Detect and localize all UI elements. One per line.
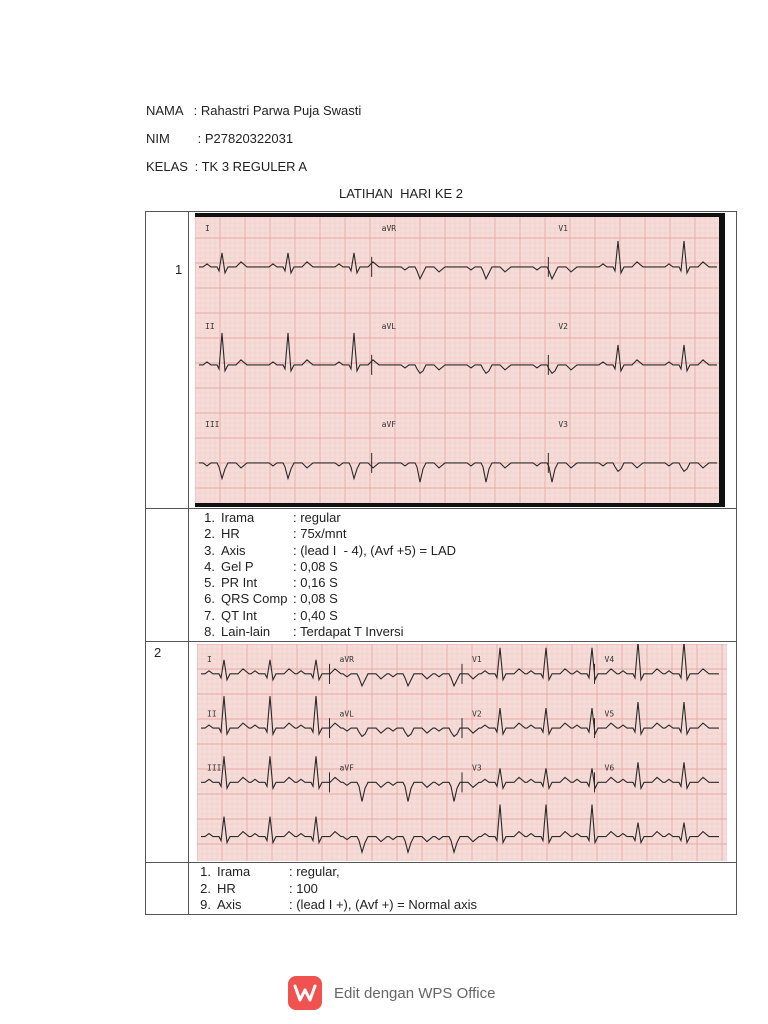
note-number: 7. <box>204 607 215 623</box>
note-value: : 0,08 S <box>293 591 338 607</box>
note-number: 3. <box>204 542 215 558</box>
note-value: : Terdapat T Inversi <box>293 624 404 640</box>
note-number: 2. <box>200 880 211 896</box>
wps-logo-icon <box>288 976 322 1010</box>
note-item <box>195 591 736 607</box>
case2-ecg-row <box>146 642 737 863</box>
note-value: : (lead I - 4), (Avf +5) = LAD <box>293 542 457 558</box>
case1-number-cell <box>146 212 189 509</box>
note-value: : 0,40 S <box>293 607 338 623</box>
ecg-lead-label: aVL <box>381 322 397 331</box>
note-key: Gel P <box>221 558 254 574</box>
nim-value: : P27820322031 <box>197 131 294 146</box>
note-key: QRS Comp <box>221 591 288 607</box>
note-number: 1. <box>204 510 215 525</box>
case1-notes-row <box>146 509 737 642</box>
note-value: : 75x/mnt <box>293 526 347 542</box>
case2-number-cell <box>146 642 189 863</box>
note-key: Axis <box>221 542 246 558</box>
note-key: HR <box>221 526 240 542</box>
note-item <box>195 543 736 559</box>
case1-ecg-cell <box>189 212 737 509</box>
note-value: : regular <box>293 510 341 525</box>
note-value: : regular, <box>289 864 340 880</box>
note-number: 9. <box>200 896 211 912</box>
name-label: NAMA <box>146 103 184 118</box>
kelas-label: KELAS <box>146 159 188 174</box>
ecg-lead-label: V6 <box>604 763 615 773</box>
ecg-lead-label: I <box>207 655 212 665</box>
note-item <box>195 526 736 542</box>
note-number: 5. <box>204 575 215 591</box>
note-number: 4. <box>204 558 215 574</box>
note-key: PR Int <box>221 575 258 591</box>
nim-label: NIM <box>146 131 170 146</box>
note-item <box>191 897 736 913</box>
note-key: Irama <box>221 510 255 525</box>
case1-notes-cell <box>189 509 737 642</box>
kelas-line <box>146 159 307 174</box>
note-value: : (lead I +), (Avf +) = Normal axis <box>289 896 477 912</box>
note-item <box>195 624 736 640</box>
case1-ecg-row <box>146 212 737 509</box>
note-item <box>191 881 736 897</box>
note-number: 1. <box>200 864 211 880</box>
nim-line <box>146 131 293 146</box>
case2-notes-cell <box>189 863 737 915</box>
ecg-lead-label: II <box>207 709 217 719</box>
note-number: 6. <box>204 591 215 607</box>
ecg-lead-label: aVF <box>381 420 397 429</box>
ecg-lead-label: V2 <box>558 322 568 331</box>
case2-ecg-strip <box>197 644 727 861</box>
case2-ecg-cell <box>189 642 737 863</box>
note-item <box>195 510 736 526</box>
note-item <box>195 608 736 624</box>
ecg-lead-label: V2 <box>472 709 482 719</box>
case2-number: 2 <box>154 645 162 661</box>
ecg-lead-label: aVF <box>339 763 354 773</box>
ecg-lead-label: II <box>205 322 215 331</box>
note-number: 8. <box>204 624 215 640</box>
note-value: : 0,08 S <box>293 558 338 574</box>
name-value: : Rahastri Parwa Puja Swasti <box>193 103 362 118</box>
ecg-lead-label: III <box>205 420 220 429</box>
case2-notes-list <box>189 863 736 914</box>
note-item <box>195 575 736 591</box>
ecg-lead-label: V1 <box>558 224 568 233</box>
case1-notes-list <box>189 509 736 641</box>
wps-edit-text: Edit dengan WPS Office <box>334 984 496 1002</box>
ecg-lead-label: V5 <box>604 709 615 719</box>
note-key: Lain-lain <box>221 624 271 640</box>
note-key: Irama <box>217 864 251 880</box>
case2-notes-row <box>146 863 737 915</box>
kelas-value: : TK 3 REGULER A <box>194 159 308 174</box>
name-line <box>146 103 361 118</box>
ecg-lead-label: I <box>205 224 210 233</box>
ecg-lead-label: V3 <box>558 420 568 429</box>
note-value: : 100 <box>289 880 318 896</box>
case1-number: 1 <box>175 262 183 277</box>
note-key: HR <box>217 880 236 896</box>
case1-ecg-strip <box>195 213 725 507</box>
ecg-lead-label: aVR <box>339 655 354 665</box>
ecg-lead-label: aVL <box>339 709 354 719</box>
note-number: 2. <box>204 526 215 542</box>
wps-edit-banner[interactable] <box>288 975 495 1011</box>
ecg-lead-label: V4 <box>604 655 615 665</box>
note-key: QT Int <box>221 607 257 623</box>
ecg-lead-label: aVR <box>381 224 397 233</box>
note-item <box>195 559 736 575</box>
note-key: Axis <box>217 896 242 912</box>
ecg-lead-label: III <box>207 763 222 773</box>
ecg-exercise-table <box>145 211 737 915</box>
note-value: : 0,16 S <box>293 575 338 591</box>
page-title: LATIHAN HARI KE 2 <box>339 186 464 201</box>
ecg-lead-label: V1 <box>472 655 482 665</box>
ecg-lead-label: V3 <box>472 763 482 773</box>
note-item <box>191 864 736 880</box>
